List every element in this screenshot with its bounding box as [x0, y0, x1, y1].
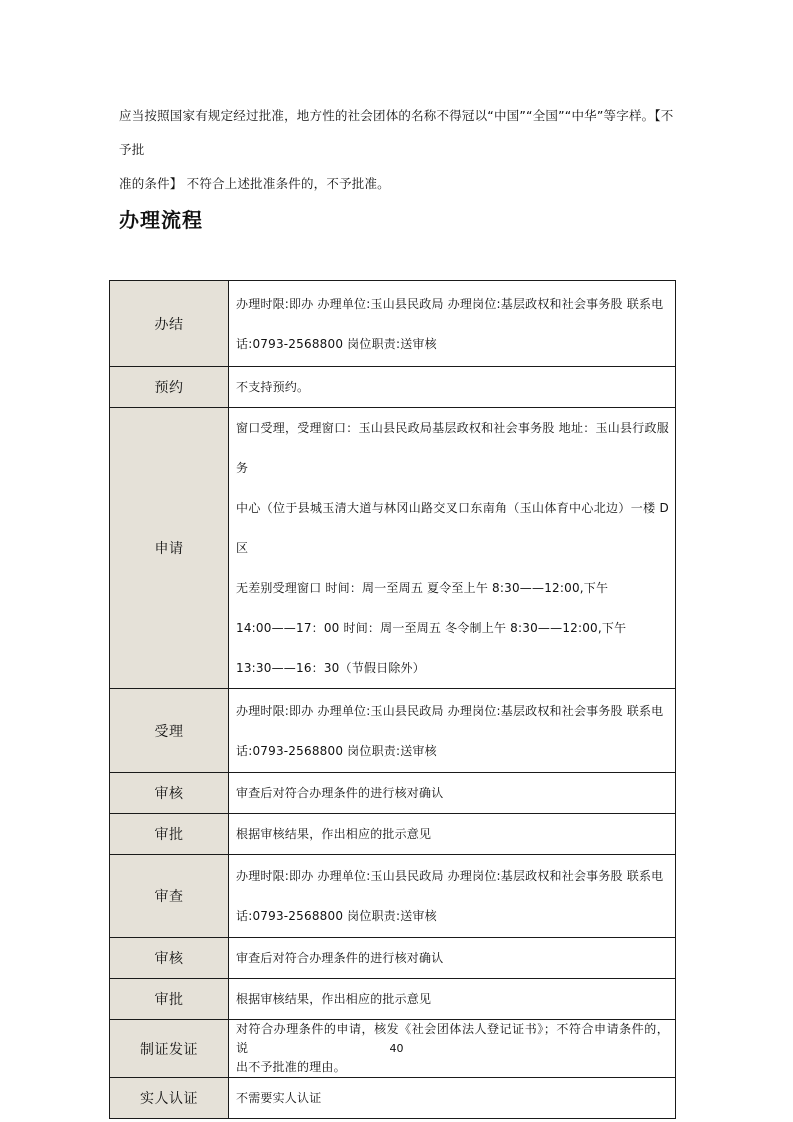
table-row — [110, 773, 676, 814]
process-table — [109, 280, 676, 1119]
table-row — [110, 689, 676, 773]
content-line: 14:00——17：00 时间：周一至周五 冬令制上午 8:30——12:00,下午 — [236, 621, 627, 635]
row-content — [229, 1078, 676, 1119]
section-title: 办理流程 — [119, 208, 203, 232]
content-line: 审查后对符合办理条件的进行核对确认 — [236, 951, 444, 965]
row-label: 制证发证 — [110, 1020, 229, 1078]
content-line: 话:0793-2568800 岗位职责:送审核 — [236, 336, 437, 351]
content-line: 中心（位于县城玉清大道与林冈山路交叉口东南角（玉山体育中心北边）一楼 D 区 — [236, 501, 669, 555]
table-row — [110, 367, 676, 408]
row-content — [229, 281, 676, 367]
content-line: 出不予批准的理由。 — [236, 1060, 346, 1074]
content-line: 不需要实人认证 — [236, 1091, 322, 1105]
table-row — [110, 408, 676, 689]
row-content — [229, 367, 676, 408]
row-label: 审批 — [110, 814, 229, 855]
row-content — [229, 938, 676, 979]
content-line: 根据审核结果，作出相应的批示意见 — [236, 827, 432, 841]
table-row — [110, 855, 676, 938]
table-row — [110, 938, 676, 979]
row-content — [229, 979, 676, 1020]
row-content — [229, 773, 676, 814]
intro-paragraph — [119, 99, 679, 201]
content-line: 窗口受理，受理窗口：玉山县民政局基层政权和社会事务股 地址：玉山县行政服务 — [236, 421, 669, 475]
row-content — [229, 689, 676, 773]
content-line: 办理时限:即办 办理单位:玉山县民政局 办理岗位:基层政权和社会事务股 联系电 — [236, 869, 664, 883]
row-content — [229, 855, 676, 938]
table-row — [110, 979, 676, 1020]
row-content — [229, 408, 676, 689]
content-line: 审查后对符合办理条件的进行核对确认 — [236, 786, 444, 800]
row-content — [229, 814, 676, 855]
content-line: 不支持预约。 — [236, 380, 310, 394]
row-label: 受理 — [110, 689, 229, 773]
content-line: 根据审核结果，作出相应的批示意见 — [236, 992, 432, 1006]
intro-line-1: 应当按照国家有规定经过批准，地方性的社会团体的名称不得冠以“中国”“全国”“中华”等字样。【不予批 — [119, 108, 674, 157]
page-number: 40 — [389, 1042, 404, 1055]
content-line: 话:0793-2568800 岗位职责:送审核 — [236, 743, 437, 758]
row-label: 审核 — [110, 773, 229, 814]
content-line: 办理时限:即办 办理单位:玉山县民政局 办理岗位:基层政权和社会事务股 联系电 — [236, 296, 664, 311]
row-label: 审批 — [110, 979, 229, 1020]
intro-line-2: 准的条件】 不符合上述批准条件的，不予批准。 — [119, 176, 390, 191]
row-label: 预约 — [110, 367, 229, 408]
row-label: 审核 — [110, 938, 229, 979]
row-label: 审查 — [110, 855, 229, 938]
content-line: 办理时限:即办 办理单位:玉山县民政局 办理岗位:基层政权和社会事务股 联系电 — [236, 703, 664, 718]
content-line: 13:30——16：30（节假日除外） — [236, 661, 425, 675]
content-line: 对符合办理条件的申请，核发《社会团体法人登记证书》；不符合申请条件的，说 — [236, 1022, 669, 1055]
table-row — [110, 814, 676, 855]
table-row — [110, 281, 676, 367]
content-line: 话:0793-2568800 岗位职责:送审核 — [236, 909, 437, 923]
row-label: 申请 — [110, 408, 229, 689]
content-line: 无差别受理窗口 时间：周一至周五 夏令至上午 8:30——12:00,下午 — [236, 581, 609, 595]
table-row — [110, 1078, 676, 1119]
row-label: 办结 — [110, 281, 229, 367]
row-label: 实人认证 — [110, 1078, 229, 1119]
